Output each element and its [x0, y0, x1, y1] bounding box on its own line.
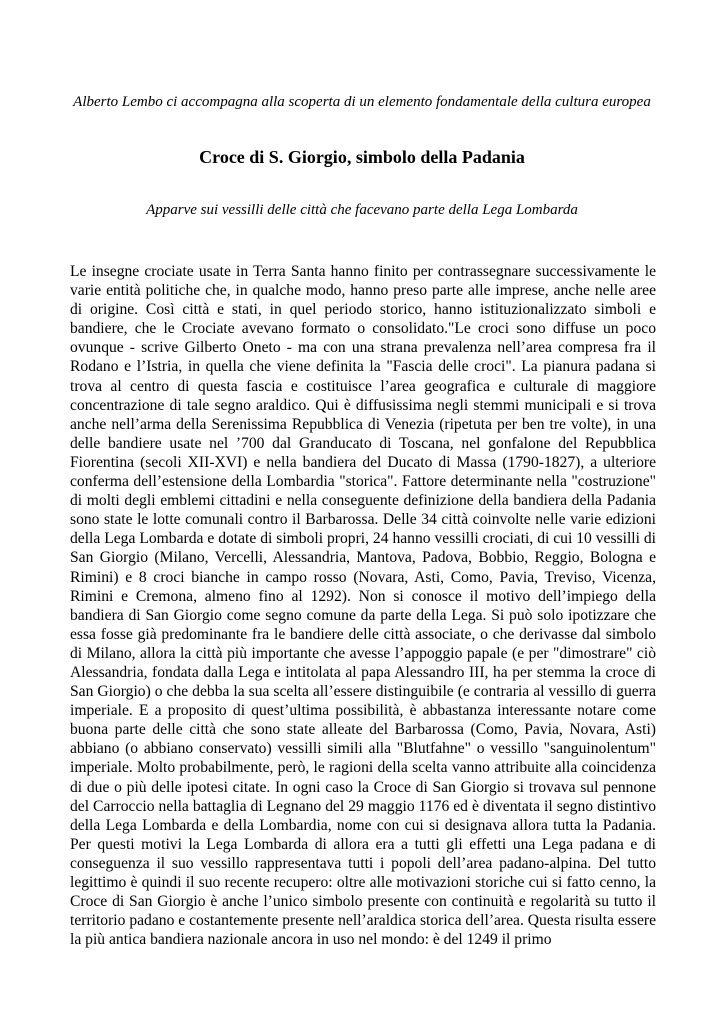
article-subtitle: Apparve sui vessilli delle città che facevano parte della Lega Lombarda: [146, 202, 578, 218]
article-title: Croce di S. Giorgio, simbolo della Padania: [199, 147, 525, 167]
article-body: Le insegne crociate usate in Terra Santa hanno finito per contrassegnare successivamente le varie entità politiche che, in qualche modo, hanno preso parte alle imprese, anche nelle aree di origine. Così città e stati, in quel periodo storico, hanno istituzionalizzato simboli e bandiere, che le Crociate avevano formato o consolidato."Le croci sono diffuse un poco ovunque - scrive Gilberto Oneto - ma con una strana prevalenza nell’area compresa fra il Rodano e l’Istria, in quella che viene definita la "Fascia delle croci". La pianura padana si trova al centro di questa fascia e costituisce l’area geografica e culturale di maggiore concentrazione di tale segno araldico. Qui è diffusissima negli stemmi municipali e si trova anche nell’arma della Serenissima Repubblica di Venezia (ripetuta per ben tre volte), in una delle bandiere usate nel ’700 dal Granducato di Toscana, nel gonfalone del Repubblica Fiorentina (secoli XII-XVI) e nella bandiera del Ducato di Massa (1790-1827), a ulteriore conferma dell’estensione della Lombardia "storica". Fattore determinante nella "costruzione" di molti degli emblemi cittadini e nella conseguente definizione della bandiera della Padania sono state le lotte comunali contro il Barbarossa. Delle 34 città coinvolte nelle varie edizioni della Lega Lombarda e dotate di simboli propri, 24 hanno vessilli crociati, di cui 10 vessilli di San Giorgio (Milano, Vercelli, Alessandria, Mantova, Padova, Bobbio, Reggio, Bologna e Rimini) e 8 croci bianche in campo rosso (Novara, Asti, Como, Pavia, Treviso, Vicenza, Rimini e Cremona, almeno fino al 1292). Non si conosce il motivo dell’impiego della bandiera di San Giorgio come segno comune da parte della Lega. Si può solo ipotizzare che essa fosse già predominante fra le bandiere delle città associate, o che derivasse dal simbolo di Milano, allora la città più importante che avesse l’appoggio papale (e per "dimostrare" ciò Alessandria, fondata dalla Lega e intitolata al papa Alessandro III, ha per stemma la croce di San Giorgio) o che debba la sua scelta all’essere distinguibile (e contraria al vessillo di guerra imperiale. E a proposito di quest’ultima possibilità, è abbastanza interessante notare come buona parte delle città che sono state alleate del Barbarossa (Como, Pavia, Novara, Asti) abbiano (o abbiano conservato) vessilli simili alla "Blutfahne" o vessillo "sanguinolentum" imperiale. Molto probabilmente, però, le ragioni della scelta vanno attribuite alla coincidenza di due o più delle ipotesi citate. In ogni caso la Croce di San Giorgio si trovava sul pennone del Carroccio nella battaglia di Legnano del 29 maggio 1176 ed è diventata il segno distintivo della Lega Lombarda e della Lombardia, nome con cui si designava allora tutta la Padania. Per questi motivi la Lega Lombarda di allora era a tutti gli effetti una Lega padana e di conseguenza il suo vessillo rappresentava tutti i popoli dell’area padano-alpina. Del tutto legittimo è quindi il suo recente recupero: oltre alle motivazioni storiche cui si fatto cenno, la Croce di San Giorgio è anche l’unico simbolo presente con continuità e regolarità su tutto il territorio padano e costantemente presente nell’araldica storica dell’area. Questa risulta essere la più antica bandiera nazionale ancora in uso nel mondo: è del 1249 il primo: [70, 263, 656, 949]
article-intro: Alberto Lembo ci accompagna alla scoperta di un elemento fondamentale della cultura europea: [73, 94, 651, 110]
